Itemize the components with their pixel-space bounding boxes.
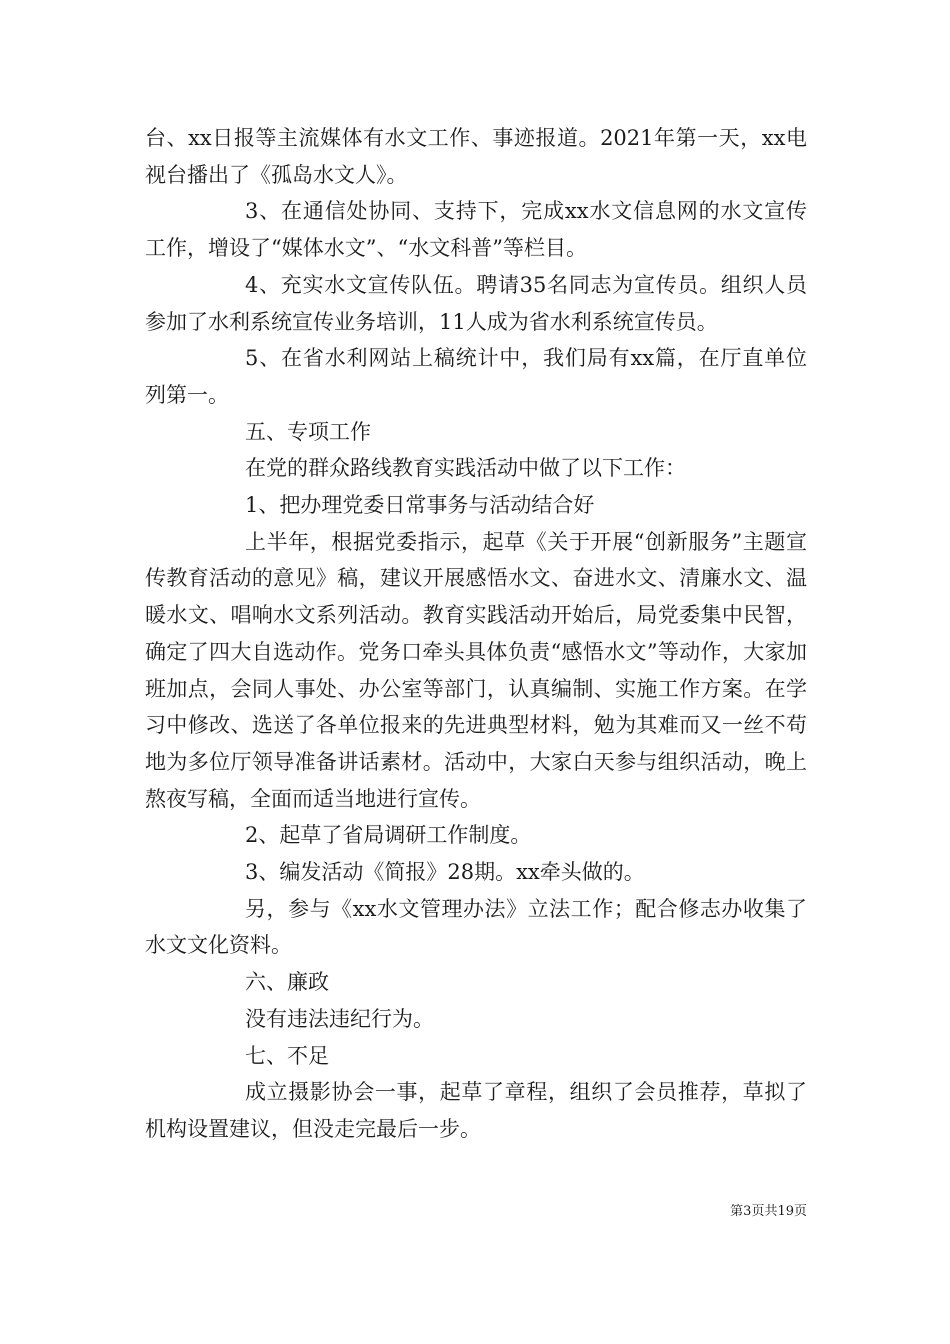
paragraph-subitem-1: 1、把办理党委日常事务与活动结合好	[245, 493, 595, 518]
paragraph-first-half-year: 上半年，根据党委指示，起草《关于开展“创新服务”主题宣传教育活动的意见》稿，建议开展感悟水文、奋进水文、清廉水文、温暖水文、唱响水文系列活动。教育实践活动开始后，局党委集中民智，确定了四大自选动作。党务口牵头具体负责“感悟水文”等动作，大家加班加点，会同人事处、办公室等部门，认真编制、实施工作方案。在学习中修改、选送了各单位报来的先进典型材料，勉为其难而又一丝不苟地为多位厅领导准备讲话素材。活动中，大家白天参与组织活动，晚上熬夜写稿，全面而适当地进行宣传。	[145, 529, 807, 811]
document-body	[145, 120, 807, 1148]
page-number-footer: 第3页共19页	[730, 1204, 807, 1219]
section-heading-special-work: 五、专项工作	[245, 419, 371, 444]
paragraph-subitem-2: 2、起草了省局调研工作制度。	[245, 823, 532, 848]
paragraph-integrity: 没有违法违纪行为。	[245, 1006, 434, 1031]
section-heading-shortcomings: 七、不足	[245, 1043, 329, 1068]
paragraph-shortcomings: 成立摄影协会一事，起草了章程，组织了会员推荐，草拟了机构设置建议，但没走完最后一步。	[145, 1080, 807, 1141]
paragraph-media-reports: 台、xx日报等主流媒体有水文工作、事迹报道。2021年第一天，xx电视台播出了《孤岛水文人》。	[145, 126, 807, 187]
paragraph-additional: 另，参与《xx水文管理办法》立法工作；配合修志办收集了水文文化资料。	[145, 896, 807, 958]
paragraph-item-4: 4、充实水文宣传队伍。聘请35名同志为宣传员。组织人员参加了水利系统宣传业务培训，11人成为省水利系统宣传员。	[145, 272, 807, 334]
paragraph-subitem-3: 3、编发活动《简报》28期。xx牵头做的。	[245, 860, 645, 885]
section-heading-integrity: 六、廉政	[245, 970, 329, 995]
paragraph-item-5: 5、在省水利网站上稿统计中，我们局有xx篇，在厅直单位列第一。	[145, 346, 807, 407]
paragraph-intro: 在党的群众路线教育实践活动中做了以下工作：	[245, 456, 686, 481]
paragraph-item-3: 3、在通信处协同、支持下，完成xx水文信息网的水文宣传工作，增设了“媒体水文”、“水文科普”等栏目。	[145, 199, 807, 261]
